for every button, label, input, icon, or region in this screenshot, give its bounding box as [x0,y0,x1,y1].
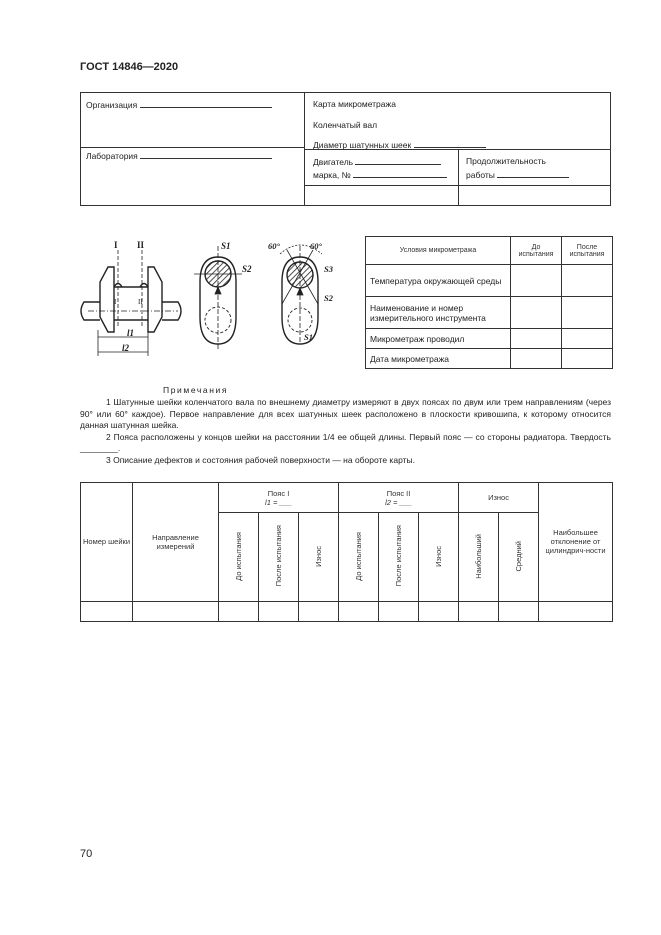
form-divider [304,185,610,186]
conditions-header: Условия микрометража [366,237,511,265]
wear-header: Износ [459,483,539,513]
value-cell[interactable] [259,601,299,621]
s2-label-3dir: S2 [324,293,333,303]
value-cell[interactable] [511,349,562,369]
standard-header: ГОСТ 14846—2020 [80,61,179,73]
cylindricity-header: Наибольшее отклонение от цилиндрич-ности [539,483,613,602]
belt-i-header: Пояс I l1 = ___ [219,483,339,513]
after-header: После испытания [562,237,613,265]
before-header: До испытания [511,237,562,265]
journal-diameter-field[interactable]: Диаметр шатунных шеек [313,139,486,150]
condition-row-label: Температура окружающей среды [366,265,511,297]
after-test-header: После испытания [379,513,419,602]
l2-label: l2 [122,343,130,353]
value-cell[interactable] [339,601,379,621]
condition-row-label: Наименование и номер измерительного инструмента [366,297,511,329]
s1-label: S1 [221,241,231,251]
value-cell[interactable] [539,601,613,621]
duration-label: Продолжительность [466,156,546,166]
before-test-header: До испытания [339,513,379,602]
average-header: Средний [499,513,539,602]
note-item: 3 Описание дефектов и состояния рабочей поверхности — на обороте карты. [106,454,415,465]
belt-ii-section-label: II [138,298,143,306]
belt-ii-header: Пояс II l2 = ___ [339,483,459,513]
direction-header: Направление измерений [133,483,219,602]
value-cell[interactable] [562,297,613,329]
value-cell[interactable] [133,601,219,621]
value-cell[interactable] [219,601,259,621]
condition-row-label: Дата микрометража [366,349,511,369]
before-test-header: До испытания [219,513,259,602]
value-cell[interactable] [499,601,539,621]
table-row [81,601,613,621]
angle-60-left-label: 60° [268,241,280,251]
value-cell[interactable] [562,329,613,349]
micrometry-conditions-table [365,236,613,369]
card-title: Карта микрометража [313,99,396,109]
note-item: 1 Шатунные шейки коленчатого вала по внешнему диаметру измеряют в двух поясах по двум или трем направлениям (через 90° или 60° каждое). Первое направление для всех шатунных шеек расположено в плоскости кривошипа, к которому относится данная шатунная шейка. [80,397,611,430]
measurement-table [80,482,613,622]
form-divider [458,149,459,206]
notes-block [80,397,611,466]
organization-field[interactable]: Организация [86,99,272,110]
engine-field[interactable]: Двигатель [313,156,441,167]
card-header-form [80,92,611,206]
value-cell[interactable] [511,297,562,329]
notes-title: Примечания [163,385,229,395]
value-cell[interactable] [562,349,613,369]
value-cell[interactable] [562,265,613,297]
wear-col-header: Износ [419,513,459,602]
form-divider [81,147,304,148]
belt-ii-label: II [137,240,145,250]
value-cell[interactable] [459,601,499,621]
s1-label-3dir: S1 [304,332,313,342]
note-item: 2 Пояса расположены у концов шейки на расстоянии 1/4 ее общей длины. Первый пояс — со стороны радиатора. Твердость ________. [80,431,611,453]
after-test-header: После испытания [259,513,299,602]
s2-label: S2 [242,264,252,274]
value-cell[interactable] [511,265,562,297]
condition-row-label: Микрометраж проводил [366,329,511,349]
shaft-label: Коленчатый вал [313,120,378,130]
largest-header: Наибольший [459,513,499,602]
work-duration-field[interactable]: работы [466,169,569,180]
angle-60-right-label: 60° [310,241,322,251]
l1-label: l1 [127,328,135,338]
value-cell[interactable] [299,601,339,621]
belt-i-label: I [114,240,118,250]
journal-number-header: Номер шейки [81,483,133,602]
value-cell[interactable] [419,601,459,621]
value-cell[interactable] [379,601,419,621]
value-cell[interactable] [81,601,133,621]
laboratory-field[interactable]: Лаборатория [86,150,272,161]
engine-model-field[interactable]: марка, № [313,169,447,180]
wear-col-header: Износ [299,513,339,602]
s3-label: S3 [324,264,333,274]
belt-i-section-label: I [114,298,117,306]
value-cell[interactable] [511,329,562,349]
crankshaft-journal-figure [78,232,350,364]
page-number: 70 [80,848,93,860]
